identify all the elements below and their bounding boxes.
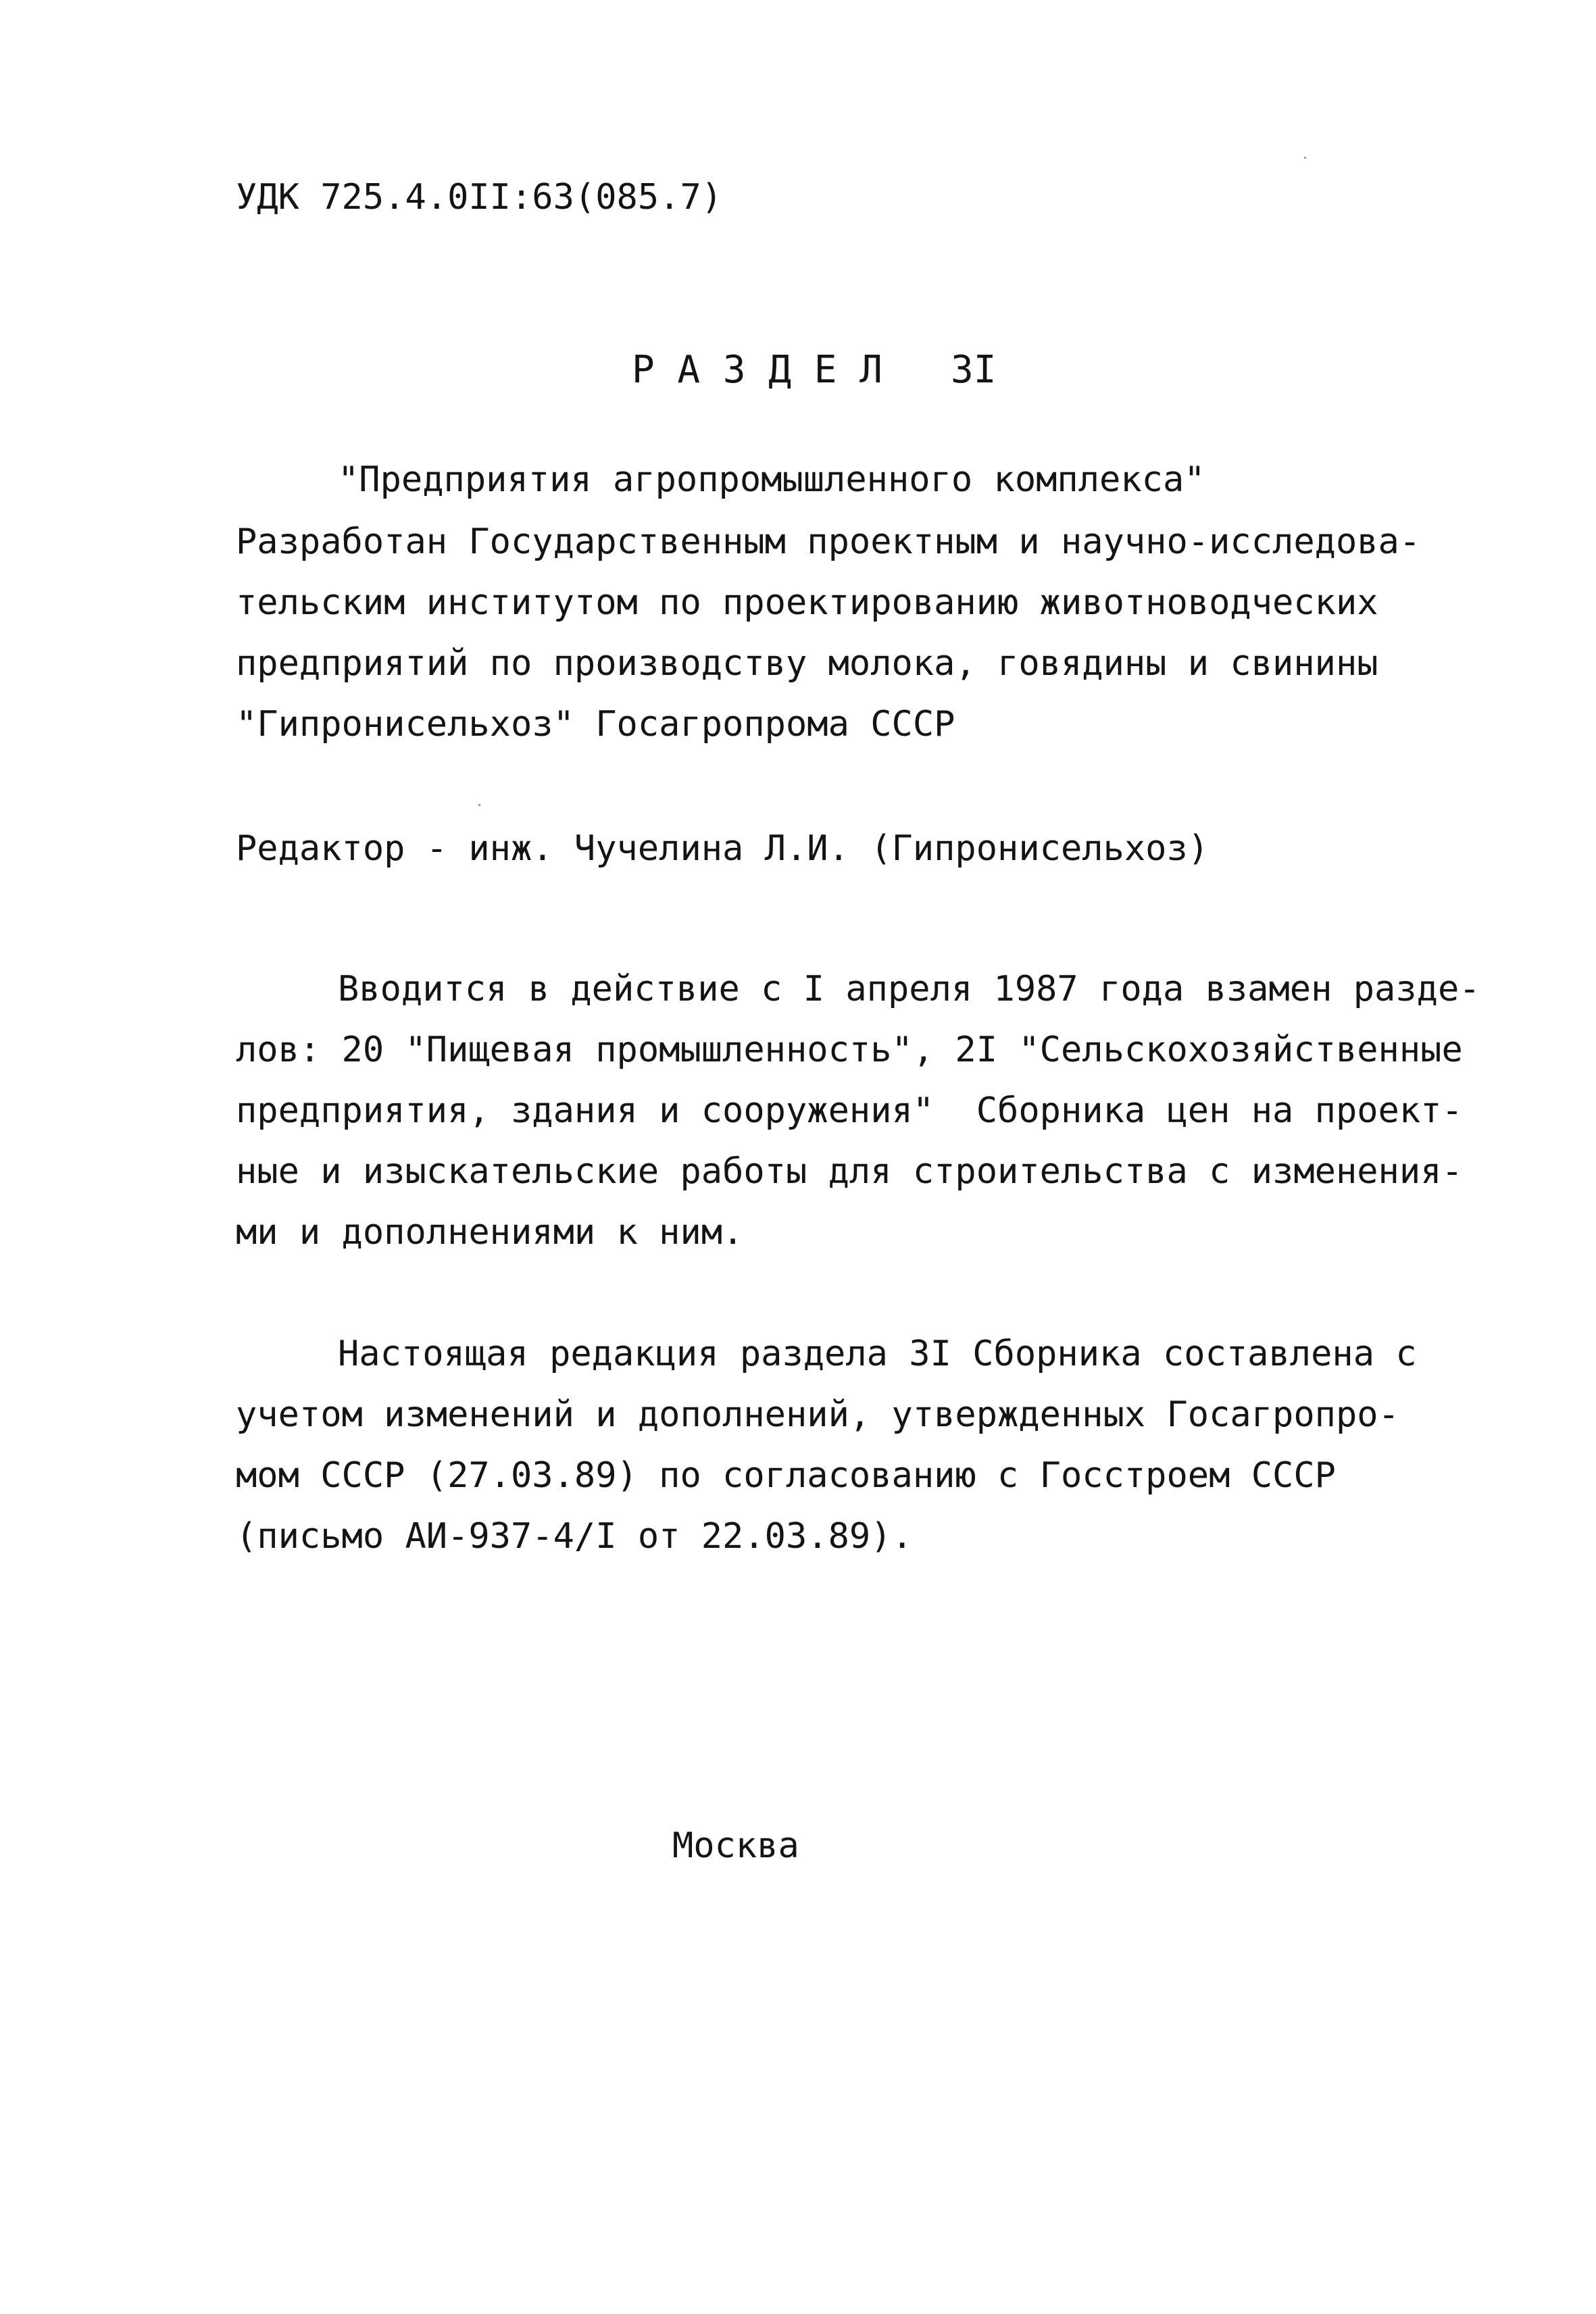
effective-line-5: ми и дополнениями к ним.	[236, 1212, 744, 1253]
effective-line-4: ные и изыскательские работы для строительства с изменения-	[236, 1151, 1463, 1192]
developer-line-1: Разработан Государственным проектным и научно-исследова-	[236, 522, 1421, 562]
edition-line-2: учетом изменений и дополнений, утвержденных Госагропро-	[236, 1394, 1399, 1435]
edition-line-4: (письмо АИ-937-4/I от 22.03.89).	[236, 1516, 913, 1557]
edition-line-3: мом СССР (27.03.89) по согласованию с Госстроем СССР	[236, 1455, 1336, 1496]
editor-line: Редактор - инж. Чучелина Л.И. (Гипронисельхоз)	[236, 828, 1210, 869]
effective-line-2: лов: 20 "Пищевая промышленность", 2I "Сельскохозяйственные	[236, 1030, 1463, 1070]
edition-line-1: Настоящая редакция раздела 3I Сборника составлена с	[338, 1334, 1417, 1374]
section-title: Р А З Д Е Л 3I	[632, 348, 997, 392]
developer-line-3: предприятий по производству молока, говядины и свинины	[236, 643, 1378, 684]
city-name: Москва	[672, 1826, 799, 1866]
effective-line-1: Вводится в действие с I апреля 1987 года взамен разде-	[338, 969, 1480, 1009]
effective-line-3: предприятия, здания и сооружения" Сборника цен на проект-	[236, 1090, 1463, 1131]
section-name: "Предприятия агропромышленного комплекса"	[338, 459, 1205, 500]
developer-line-2: тельским институтом по проектированию животноводческих	[236, 582, 1378, 623]
udc-code: УДК 725.4.0II:63(085.7)	[236, 177, 723, 218]
scan-artifact	[478, 804, 480, 806]
developer-line-4: "Гипронисельхоз" Госагропрома СССР	[236, 704, 955, 745]
scan-artifact	[1304, 157, 1306, 159]
